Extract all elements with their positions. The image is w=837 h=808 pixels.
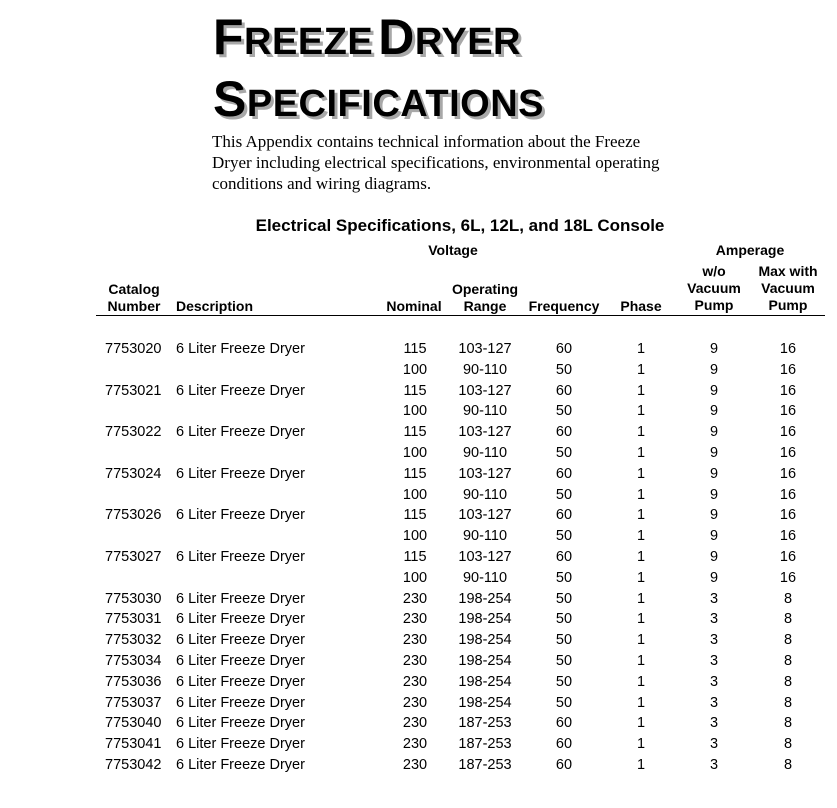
header-text: Pump [694, 297, 734, 313]
cell-phase: 1 [636, 382, 646, 399]
cell-amp-with-pump: 8 [783, 736, 793, 753]
cell-nominal: 100 [402, 528, 428, 545]
cell-catalog-number: 7753032 [105, 632, 162, 649]
cell-operating-range: 198-254 [458, 611, 512, 628]
cell-frequency: 60 [555, 715, 573, 732]
cell-amp-without-pump: 9 [709, 465, 719, 482]
cell-operating-range: 103-127 [458, 382, 512, 399]
header-text: Range [463, 298, 507, 314]
cell-description: 6 Liter Freeze Dryer [176, 611, 305, 628]
cell-frequency: 50 [555, 673, 573, 690]
cell-phase: 1 [636, 341, 646, 357]
title-initial: S [213, 71, 247, 127]
cell-amp-with-pump: 16 [779, 507, 797, 524]
cell-amp-with-pump: 8 [783, 611, 793, 628]
title-initial: D [378, 9, 415, 65]
cell-description: 6 Liter Freeze Dryer [176, 424, 305, 441]
header-text: w/o [702, 263, 726, 279]
header-voltage-group: Voltage [428, 242, 478, 258]
header-operating-range [452, 281, 518, 315]
cell-catalog-number: 7753042 [105, 757, 162, 773]
cell-amp-with-pump: 16 [779, 445, 797, 461]
cell-nominal: 115 [403, 382, 427, 399]
cell-description: 6 Liter Freeze Dryer [176, 736, 305, 753]
cell-amp-with-pump: 16 [779, 465, 797, 482]
cell-phase: 1 [636, 611, 646, 628]
cell-amp-with-pump: 16 [779, 486, 797, 503]
cell-operating-range: 198-254 [458, 590, 512, 607]
cell-nominal: 230 [402, 736, 428, 753]
intro-line: conditions and wiring diagrams. [212, 174, 432, 193]
cell-nominal: 230 [402, 611, 428, 628]
cell-nominal: 115 [403, 507, 427, 524]
cell-frequency: 60 [555, 465, 573, 482]
cell-nominal: 100 [402, 445, 428, 461]
cell-frequency: 50 [555, 569, 573, 586]
cell-catalog-number: 7753022 [105, 424, 162, 441]
cell-catalog-number: 7753026 [105, 507, 162, 524]
cell-amp-without-pump: 9 [709, 341, 719, 357]
header-text: Vacuum [761, 280, 815, 296]
cell-frequency: 60 [555, 757, 573, 773]
cell-amp-with-pump: 8 [783, 694, 793, 711]
cell-catalog-number: 7753040 [105, 715, 162, 732]
cell-frequency: 60 [555, 736, 573, 753]
cell-catalog-number: 7753021 [105, 382, 162, 399]
intro-line: This Appendix contains technical information about the Freeze [212, 132, 641, 151]
header-text: Pump [768, 297, 808, 313]
cell-operating-range: 187-253 [458, 757, 512, 773]
cell-catalog-number: 7753037 [105, 694, 162, 711]
header-rule [96, 315, 825, 316]
cell-description: 6 Liter Freeze Dryer [176, 465, 305, 482]
cell-frequency: 50 [555, 445, 573, 461]
cell-frequency: 50 [555, 361, 573, 378]
cell-frequency: 50 [555, 403, 573, 420]
header-text: Catalog [108, 281, 160, 297]
cell-description: 6 Liter Freeze Dryer [176, 694, 305, 711]
header-nominal: Nominal [386, 298, 442, 314]
cell-operating-range: 187-253 [458, 715, 512, 732]
cell-frequency: 50 [555, 486, 573, 503]
cell-operating-range: 187-253 [458, 736, 512, 753]
cell-amp-without-pump: 9 [709, 403, 719, 420]
cell-operating-range: 103-127 [458, 341, 512, 357]
cell-description: 6 Liter Freeze Dryer [176, 673, 305, 690]
title-initial: F [213, 9, 245, 65]
cell-operating-range: 198-254 [458, 632, 512, 649]
cell-description: 6 Liter Freeze Dryer [176, 590, 305, 607]
cell-nominal: 115 [403, 465, 427, 482]
cell-operating-range: 90-110 [462, 569, 508, 586]
cell-phase: 1 [636, 590, 646, 607]
cell-amp-without-pump: 9 [709, 507, 719, 524]
cell-amp-without-pump: 9 [709, 382, 719, 399]
cell-amp-without-pump: 9 [709, 549, 719, 565]
cell-catalog-number: 7753034 [105, 653, 162, 669]
cell-nominal: 230 [402, 590, 428, 607]
header-text: Vacuum [687, 280, 741, 296]
intro-line: Dryer including electrical specifications, environmental operating [212, 153, 660, 172]
header-amp-with-pump [758, 263, 817, 314]
cell-nominal: 115 [403, 549, 427, 565]
cell-amp-with-pump: 16 [779, 528, 797, 545]
cell-amp-without-pump: 3 [709, 632, 719, 649]
cell-catalog-number: 7753031 [105, 611, 162, 628]
page-title-line-2 [213, 70, 544, 128]
cell-catalog-number: 7753041 [105, 736, 162, 753]
cell-amp-with-pump: 16 [779, 361, 797, 378]
cell-amp-without-pump: 9 [709, 361, 719, 378]
cell-amp-without-pump: 3 [709, 611, 719, 628]
cell-nominal: 115 [403, 424, 427, 441]
cell-amp-without-pump: 9 [709, 424, 719, 441]
cell-phase: 1 [636, 694, 646, 711]
header-amperage-group: Amperage [715, 242, 785, 258]
cell-catalog-number: 7753020 [105, 341, 162, 357]
title-word: REEZE [244, 21, 374, 63]
cell-description: 6 Liter Freeze Dryer [176, 341, 305, 357]
cell-description: 6 Liter Freeze Dryer [176, 507, 305, 524]
cell-amp-with-pump: 16 [779, 382, 797, 399]
cell-nominal: 100 [402, 403, 428, 420]
cell-operating-range: 103-127 [458, 465, 512, 482]
cell-operating-range: 90-110 [462, 361, 508, 378]
cell-amp-without-pump: 3 [709, 590, 719, 607]
cell-frequency: 60 [555, 549, 573, 565]
cell-phase: 1 [636, 528, 646, 545]
cell-amp-without-pump: 9 [709, 445, 719, 461]
header-phase: Phase [620, 298, 662, 314]
cell-operating-range: 198-254 [458, 653, 512, 669]
cell-phase: 1 [636, 757, 646, 773]
cell-operating-range: 103-127 [458, 549, 512, 565]
cell-nominal: 100 [402, 361, 428, 378]
cell-nominal: 115 [403, 341, 427, 357]
cell-nominal: 230 [402, 653, 428, 669]
cell-frequency: 60 [555, 507, 573, 524]
cell-amp-without-pump: 9 [709, 528, 719, 545]
cell-operating-range: 90-110 [462, 403, 508, 420]
cell-amp-with-pump: 8 [783, 673, 793, 690]
header-text: Number [107, 298, 161, 314]
cell-phase: 1 [636, 361, 646, 378]
header-amp-without-pump [687, 263, 741, 314]
cell-amp-with-pump: 8 [783, 632, 793, 649]
cell-description: 6 Liter Freeze Dryer [176, 757, 305, 773]
cell-nominal: 230 [402, 694, 428, 711]
cell-phase: 1 [636, 465, 646, 482]
cell-amp-with-pump: 16 [779, 569, 797, 586]
cell-amp-without-pump: 3 [709, 736, 719, 753]
cell-frequency: 50 [555, 632, 573, 649]
cell-catalog-number: 7753024 [105, 465, 162, 482]
cell-amp-without-pump: 9 [709, 569, 719, 586]
cell-phase: 1 [636, 445, 646, 461]
cell-operating-range: 103-127 [458, 507, 512, 524]
cell-phase: 1 [636, 736, 646, 753]
cell-operating-range: 198-254 [458, 673, 512, 690]
cell-nominal: 230 [402, 715, 428, 732]
cell-amp-with-pump: 8 [783, 590, 793, 607]
cell-nominal: 230 [402, 757, 428, 773]
cell-catalog-number: 7753027 [105, 549, 162, 565]
cell-phase: 1 [636, 424, 646, 441]
cell-catalog-number: 7753030 [105, 590, 162, 607]
cell-frequency: 50 [555, 590, 573, 607]
header-catalog-number [108, 281, 161, 315]
cell-description: 6 Liter Freeze Dryer [176, 632, 305, 649]
cell-nominal: 100 [402, 486, 428, 503]
cell-phase: 1 [636, 486, 646, 503]
cell-amp-without-pump: 9 [709, 486, 719, 503]
title-word: RYER [414, 21, 521, 63]
cell-nominal: 230 [402, 673, 428, 690]
cell-phase: 1 [636, 569, 646, 586]
cell-description: 6 Liter Freeze Dryer [176, 549, 305, 565]
cell-phase: 1 [636, 507, 646, 524]
cell-amp-with-pump: 8 [783, 653, 793, 669]
cell-phase: 1 [636, 653, 646, 669]
cell-amp-without-pump: 3 [709, 715, 719, 732]
cell-operating-range: 198-254 [458, 694, 512, 711]
cell-operating-range: 90-110 [462, 486, 508, 503]
cell-amp-with-pump: 8 [783, 715, 793, 732]
intro-paragraph [212, 131, 660, 194]
cell-amp-without-pump: 3 [709, 673, 719, 690]
cell-phase: 1 [636, 673, 646, 690]
cell-amp-without-pump: 3 [709, 694, 719, 711]
cell-frequency: 60 [555, 382, 573, 399]
cell-frequency: 50 [555, 611, 573, 628]
cell-frequency: 50 [555, 528, 573, 545]
cell-operating-range: 103-127 [458, 424, 512, 441]
cell-amp-with-pump: 16 [779, 403, 797, 420]
header-frequency: Frequency [528, 298, 600, 314]
cell-operating-range: 90-110 [462, 445, 508, 461]
cell-frequency: 50 [555, 694, 573, 711]
cell-amp-without-pump: 3 [709, 757, 719, 773]
cell-amp-with-pump: 8 [783, 757, 793, 773]
cell-frequency: 60 [555, 341, 573, 357]
cell-nominal: 100 [402, 569, 428, 586]
title-word: PECIFICATIONS [246, 83, 544, 125]
cell-phase: 1 [636, 632, 646, 649]
cell-amp-with-pump: 16 [779, 424, 797, 441]
cell-phase: 1 [636, 403, 646, 420]
cell-description: 6 Liter Freeze Dryer [176, 382, 305, 399]
cell-frequency: 60 [555, 424, 573, 441]
cell-amp-without-pump: 3 [709, 653, 719, 669]
cell-catalog-number: 7753036 [105, 673, 162, 690]
cell-phase: 1 [636, 715, 646, 732]
cell-amp-with-pump: 16 [779, 341, 797, 357]
cell-operating-range: 90-110 [462, 528, 508, 545]
header-description: Description [176, 298, 254, 314]
cell-nominal: 230 [402, 632, 428, 649]
cell-description: 6 Liter Freeze Dryer [176, 715, 305, 732]
cell-frequency: 50 [555, 653, 573, 669]
header-text: Max with [758, 263, 818, 279]
header-text: Operating [451, 281, 519, 297]
cell-description: 6 Liter Freeze Dryer [176, 653, 305, 669]
cell-phase: 1 [636, 549, 646, 565]
cell-amp-with-pump: 16 [779, 549, 797, 565]
page-title-line-1 [213, 8, 521, 66]
table-title: Electrical Specifications, 6L, 12L, and 18L Console [255, 216, 665, 235]
